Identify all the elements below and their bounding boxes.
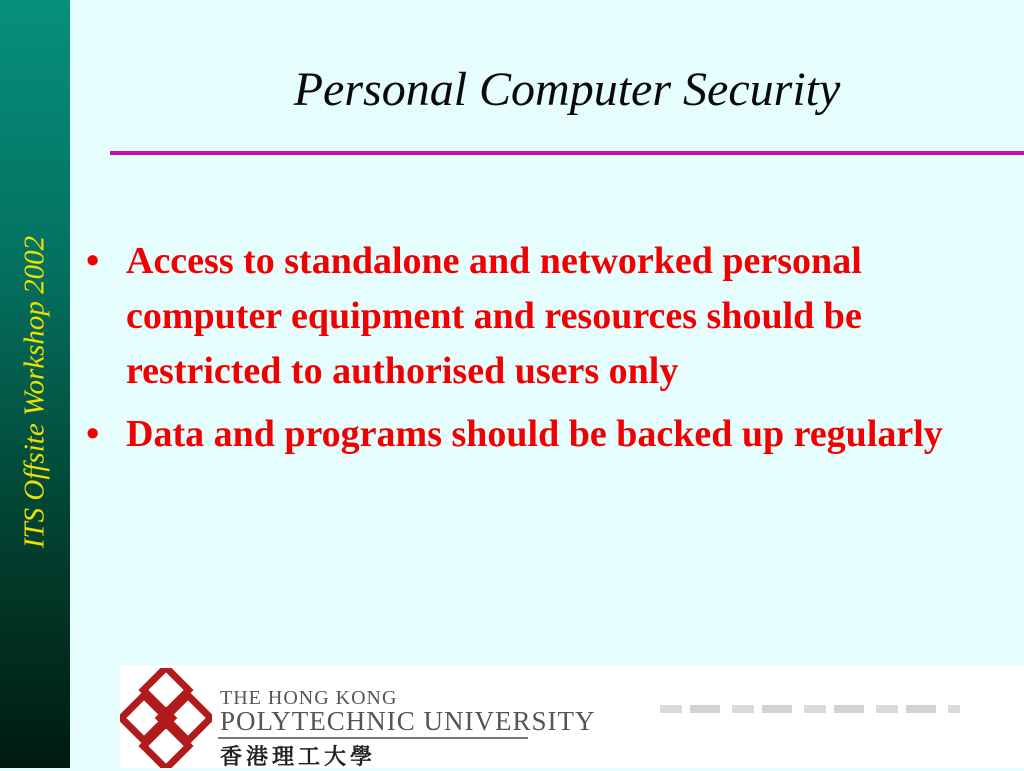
university-name-chinese: 香港理工大學 — [220, 745, 377, 770]
bullet-item — [86, 407, 966, 462]
faded-watermark-text — [660, 705, 960, 713]
bullet-list — [86, 234, 966, 470]
sidebar-caption: ITS Offsite Workshop 2002 — [18, 235, 51, 549]
bullet-dot-icon: • — [86, 413, 100, 455]
slide-title: Personal Computer Security — [293, 63, 841, 116]
university-name: POLYTECHNIC UNIVERSITY — [220, 706, 596, 736]
bullet-text: Access to standalone and networked personal computer equipment and resources should be restricted to authorised users only — [126, 240, 862, 392]
bullet-dot-icon: • — [86, 240, 100, 282]
bullet-text: Data and programs should be backed up regularly — [126, 413, 943, 455]
university-name-underline — [218, 737, 528, 739]
university-name-prefix: THE HONG KONG — [220, 687, 398, 709]
university-logo-icon — [120, 668, 212, 768]
sidebar-band — [0, 0, 70, 768]
footer-banner — [120, 665, 1024, 768]
bullet-item — [86, 234, 966, 399]
title-divider — [110, 151, 1024, 155]
